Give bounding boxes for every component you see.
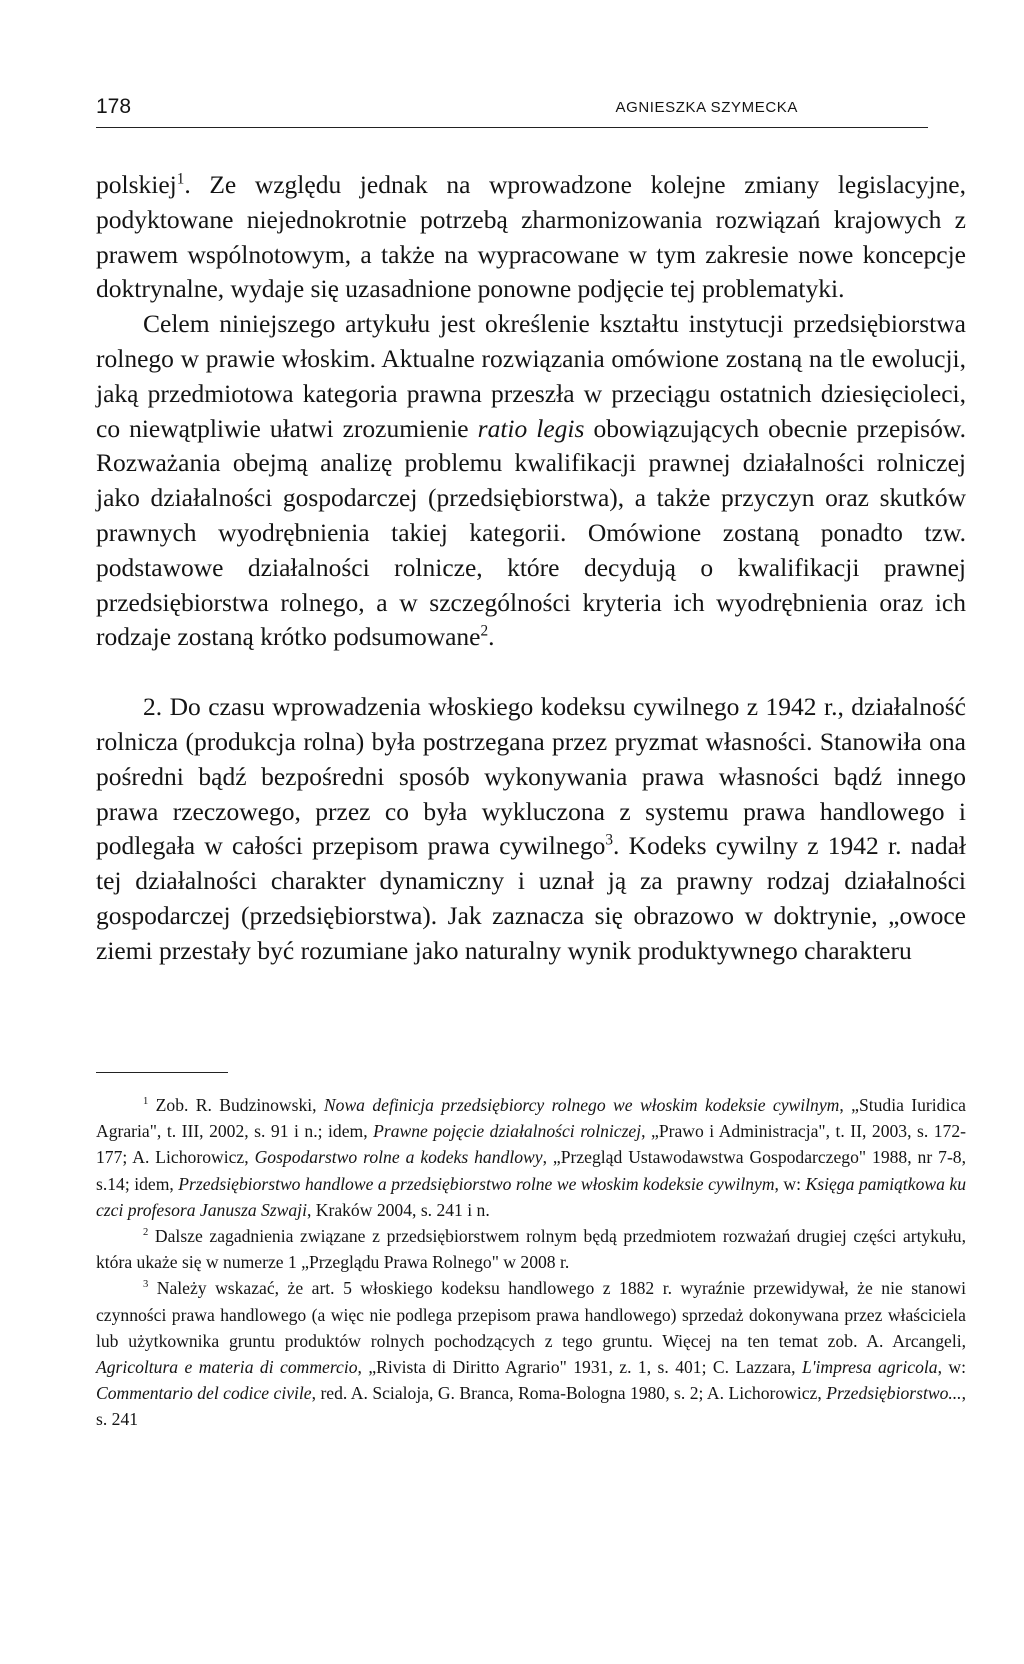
footnote-3-title-2: L'impresa agricola [801,1357,938,1378]
footnote-1-number: 1 [143,1096,149,1108]
footnote-ref-2: 2 [480,622,489,640]
footnote-1-text-c: , „Prawo i Administracja", t. II, 2003, s. 172-177; A. Lichorowicz, [96,1121,966,1168]
footnote-3-text-c: , w: [937,1357,967,1378]
footnote-3-text-e: , s. 241 [96,1383,966,1430]
page-number: 178 [96,95,132,118]
footnote-3-title-3: Commentario del codice civile [96,1383,312,1404]
footnote-3-title-4: Przedsiębiorstwo... [826,1383,962,1404]
running-head-author: AGNIESZKA SZYMECKA [615,99,798,116]
footnote-3-number: 3 [143,1279,149,1291]
footnote-2-number: 2 [143,1227,149,1239]
footnote-1-title-3: Gospodarstwo rolne a kodeks handlowy [254,1147,543,1168]
paragraph-2-start: Celem niniejszego artykułu jest określenie kształtu instytucji przedsiębiorstwa rolnego w prawie włoskim. Aktualne rozwiązania omówione zostaną na tle ewolucji, jaką przedmiotowa kategoria prawna przeszła w przeciągu ostatnich dziesięcioleci, co niewątpliwie ułatwi zrozumienie [96,309,966,443]
footnote-separator [96,1072,228,1073]
footnote-ref-1: 1 [176,170,185,188]
body-text [96,168,966,969]
footnote-3-title-1: Agricoltura e materia di commercio [96,1357,358,1378]
page-header [96,95,928,128]
footnote-2-text: Dalsze zagadnienia związane z przedsiębiorstwem rolnym będą przedmiotem rozważań drugiej części artykułu, która ukaże się w numerze 1 „Przeglądu Prawa Rolnego" w 2008 r. [96,1226,966,1273]
paragraph-2 [96,307,966,655]
footnote-1 [96,1092,966,1223]
footnotes [96,1092,966,1433]
footnote-1-title-1: Nowa definicja przedsiębiorcy rolnego we włoskim kodeksie cywilnym [323,1095,840,1115]
footnote-1-title-2: Prawne pojęcie działalności rolniczej [373,1121,642,1142]
footnote-1-title-5: Księga pamiątkowa ku czci profesora Janusza Szwaji [96,1173,966,1220]
paragraph-1-start: polskiej [96,170,177,199]
footnote-3-text-a: Należy wskazać, że art. 5 włoskiego kodeksu handlowego z 1882 r. wyraźnie przewidywał, że nie stanowi czynności prawa handlowego (a więc nie podlega przepisom prawa handlowego) sprzedaż dokonywana przez właściciela lub użytkownika gruntu produktów rolnych pochodzących z tego gruntu. Więcej na ten temat zob. A. Arcangeli, [96,1278,966,1351]
footnote-1-title-4: Przedsiębiorstwo handlowe a przedsiębiorstwo rolne we włoskim kodeksie cywilnym [178,1173,775,1194]
paragraph-1-rest: . Ze względu jednak na wprowadzone kolejne zmiany legislacyjne, podyktowane niejednokrotnie potrzebą zharmonizowania rozwiązań krajowych z prawem wspólnotowym, a także na wypracowane w tym zakresie nowe koncepcje doktrynalne, wydaje się uzasadnione ponowne podjęcie tej problematyki. [96,170,966,304]
footnote-3-text-b: , „Rivista di Diritto Agrario" 1931, z. 1, s. 401; C. Lazzara, [357,1357,802,1378]
paragraph-2-end: . [488,622,495,652]
paragraph-2-middle: obowiązujących obecnie przepisów. Rozważania obejmą analizę problemu kwalifikacji prawnej działalności rolniczej jako działalności gospodarczej (przedsiębiorstwa), a także przyczyn oraz skutków prawnych wyodrębnienia takiej kategorii. Omówione zostaną ponadto tzw. podstawowe działalności rolnicze, które decydują o kwalifikacji prawnej przedsiębiorstwa rolnego, a w szczególności kryteria ich wyodrębnienia oraz ich rodzaje zostaną krótko podsumowane [96,413,966,652]
footnote-1-text-f: , Kraków 2004, s. 241 i n. [306,1199,490,1220]
footnote-ref-3: 3 [605,831,614,849]
paragraph-1 [96,168,966,307]
footnote-2 [96,1223,966,1275]
footnote-3-text-d: , red. A. Scialoja, G. Branca, Roma-Bologna 1980, s. 2; A. Lichorowicz, [311,1383,827,1404]
footnote-1-text-d: , „Przegląd Ustawodawstwa Gospodarczego" 1988, nr 7-8, s.14; idem, [96,1147,967,1194]
paragraph-3 [96,690,966,968]
footnote-1-text-a: Zob. R. Budzinowski, [148,1095,324,1115]
paragraph-3-start: 2. Do czasu wprowadzenia włoskiego kodeksu cywilnego z 1942 r., działalność rolnicza (produkcja rolna) była postrzegana przez pryzmat własności. Stanowiła ona pośredni bądź bezpośredni sposób wykonywania prawa własności bądź innego prawa rzeczowego, przez co była wykluczona z systemu prawa handlowego i podlegała w całości przepisom prawa cywilnego [96,692,966,861]
footnote-1-text-b: , „Studia Iuridica Agraria", t. III, 2002, s. 91 i n.; idem, [96,1095,966,1142]
footnote-1-text-e: , w: [774,1173,806,1194]
footnote-3 [96,1275,966,1432]
paragraph-3-rest: . Kodeks cywilny z 1942 r. nadał tej działalności charakter dynamiczny i uznał ją za prawny rodzaj działalności gospodarczej (przedsiębiorstwa). Jak zaznacza się obrazowo w doktrynie, „owoce ziemi przestały być rozumiane jako naturalny wynik produktywnego charakteru [96,831,966,965]
paragraph-2-italic: ratio legis [477,413,585,443]
